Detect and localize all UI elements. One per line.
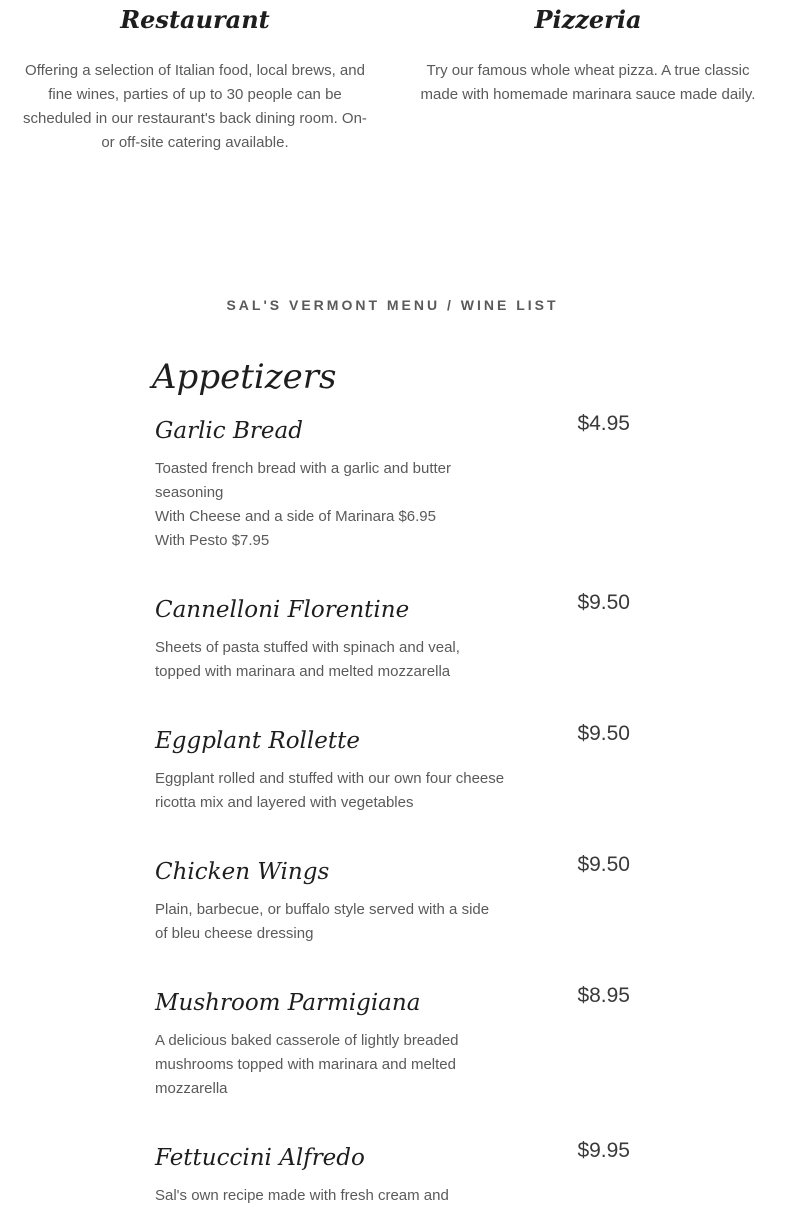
description-line: Sheets of pasta stuffed with spinach and veal, topped with marinara and melted mozzarella xyxy=(155,639,460,680)
menu-item-price: $9.50 xyxy=(577,722,630,745)
menu-item-price: $9.50 xyxy=(577,853,630,876)
menu-item-description xyxy=(155,457,505,553)
menu-item-chicken-wings xyxy=(155,853,635,946)
intro-pizzeria-text: Try our famous whole wheat pizza. A true classic made with homemade marinara sauce made daily. xyxy=(420,62,756,103)
intro-pizzeria-title: Pizzeria xyxy=(534,5,642,34)
menu-item-name: Cannelloni Florentine xyxy=(155,597,410,623)
menu-heading: SAL'S VERMONT MENU / WINE LIST xyxy=(226,297,559,313)
menu-item-description xyxy=(155,767,505,815)
intro-restaurant-text: Offering a selection of Italian food, local brews, and fine wines, parties of up to 30 people can be scheduled in our restaurant's back dining room. On- or off-site catering available. xyxy=(23,62,367,151)
intro-pizzeria xyxy=(413,0,763,107)
menu-item-name: Eggplant Rollette xyxy=(155,728,360,754)
description-line: Sal's own recipe made with fresh cream and xyxy=(155,1187,449,1204)
description-line: A delicious baked casserole of lightly breaded mushrooms topped with marinara and melted mozzarella xyxy=(155,1032,459,1097)
menu-item-fettuccini-alfredo xyxy=(155,1139,635,1208)
menu-item-price: $9.50 xyxy=(577,591,630,614)
menu-item-mushroom-parmigiana xyxy=(155,984,635,1101)
intro-restaurant-title: Restaurant xyxy=(120,5,270,34)
menu-item-name: Garlic Bread xyxy=(155,418,303,444)
menu-item-name: Chicken Wings xyxy=(155,859,330,885)
description-line: Eggplant rolled and stuffed with our own four cheese ricotta mix and layered with vegetables xyxy=(155,770,505,811)
menu-item-cannelloni-florentine xyxy=(155,591,635,684)
menu-item-name: Mushroom Parmigiana xyxy=(155,990,421,1016)
menu-item-eggplant-rollette xyxy=(155,722,635,815)
menu-item-price: $4.95 xyxy=(577,412,630,435)
description-line: With Pesto $7.95 xyxy=(155,532,270,549)
menu-item-price: $9.95 xyxy=(577,1139,630,1162)
menu-item-description xyxy=(155,636,505,684)
description-line: Toasted french bread with a garlic and butter seasoning xyxy=(155,460,452,501)
menu-item-description xyxy=(155,898,505,946)
intro-restaurant xyxy=(20,0,370,155)
menu-item-name: Fettuccini Alfredo xyxy=(155,1145,365,1171)
menu-item-description xyxy=(155,1029,505,1101)
menu-item-description xyxy=(155,1184,505,1208)
menu-category-title: Appetizers xyxy=(152,357,337,397)
description-line: Plain, barbecue, or buffalo style served with a side of bleu cheese dressing xyxy=(155,901,490,942)
menu-item-garlic-bread xyxy=(155,412,635,553)
description-line: With Cheese and a side of Marinara $6.95 xyxy=(155,508,436,525)
menu-item-price: $8.95 xyxy=(577,984,630,1007)
